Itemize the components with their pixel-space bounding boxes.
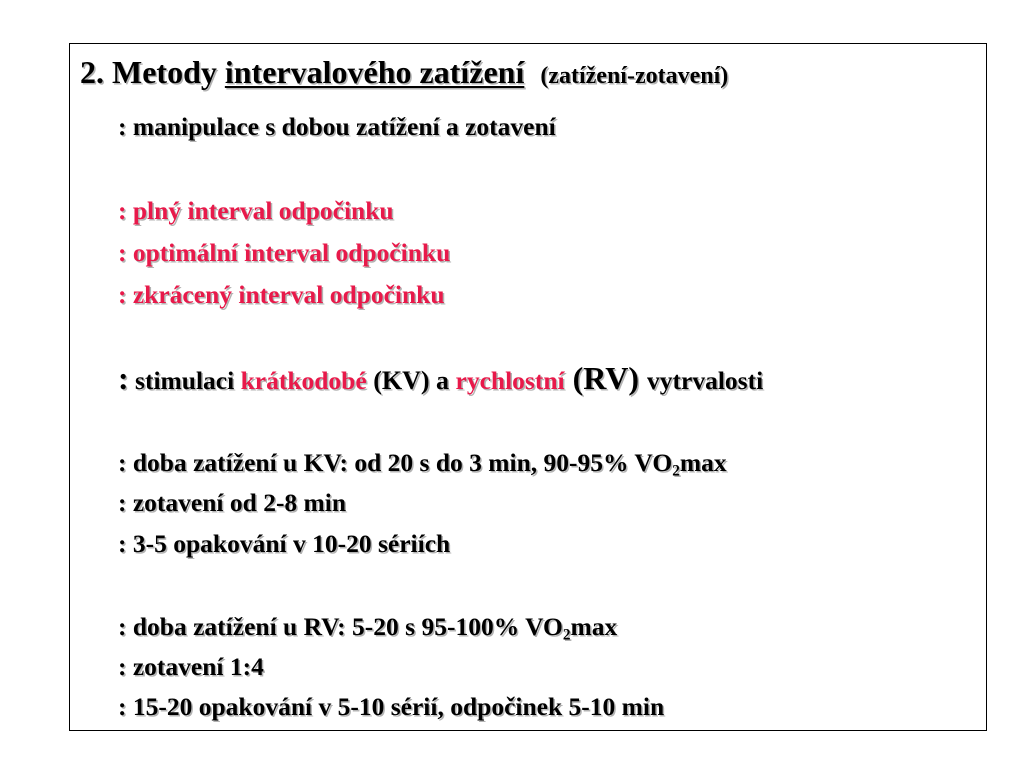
rv-recovery: : zotavení 1:4 xyxy=(118,652,264,681)
rv-duration-subscript: 2 xyxy=(562,626,571,644)
stimulation-line xyxy=(118,362,763,394)
rv-duration-suffix: max xyxy=(570,612,618,641)
kv-duration xyxy=(118,448,727,480)
stimulation-rv: (RV) xyxy=(564,360,648,396)
stimulation-kratkodobe: krátkodobé xyxy=(240,366,367,395)
slide-title xyxy=(80,56,728,88)
kv-recovery: : zotavení od 2-8 min xyxy=(118,488,347,517)
rest-interval-short: : zkrácený interval odpočinku xyxy=(118,280,445,309)
rv-reps: : 15-20 opakování v 5-10 sérií, odpočinek 5-10 min xyxy=(118,692,665,721)
rv-duration xyxy=(118,612,618,644)
title-underlined: intervalového zatížení xyxy=(224,54,525,90)
stimulation-colon: : xyxy=(118,360,129,396)
kv-duration-text: : doba zatížení u KV: od 20 s do 3 min, 90-95% VO xyxy=(118,448,673,477)
title-subtitle: (zatížení-zotavení) xyxy=(540,63,729,89)
stimulation-rychlostni: rychlostní xyxy=(455,366,565,395)
title-prefix: 2. Metody xyxy=(80,54,225,90)
rest-interval-full: : plný interval odpočinku xyxy=(118,196,394,225)
kv-duration-suffix: max xyxy=(679,448,727,477)
kv-reps: : 3-5 opakování v 10-20 sériích xyxy=(118,529,451,558)
rv-duration-text: : doba zatížení u RV: 5-20 s 95-100% VO xyxy=(118,612,563,641)
kv-duration-subscript: 2 xyxy=(672,462,680,480)
line-manipulation: : manipulace s dobou zatížení a zotavení xyxy=(118,112,556,141)
rest-interval-optimal: : optimální interval odpočinku xyxy=(118,238,451,267)
stimulation-word: stimulaci xyxy=(128,366,241,395)
stimulation-vytrvalosti: vytrvalosti xyxy=(647,366,764,395)
stimulation-kv: (KV) a xyxy=(366,366,456,395)
